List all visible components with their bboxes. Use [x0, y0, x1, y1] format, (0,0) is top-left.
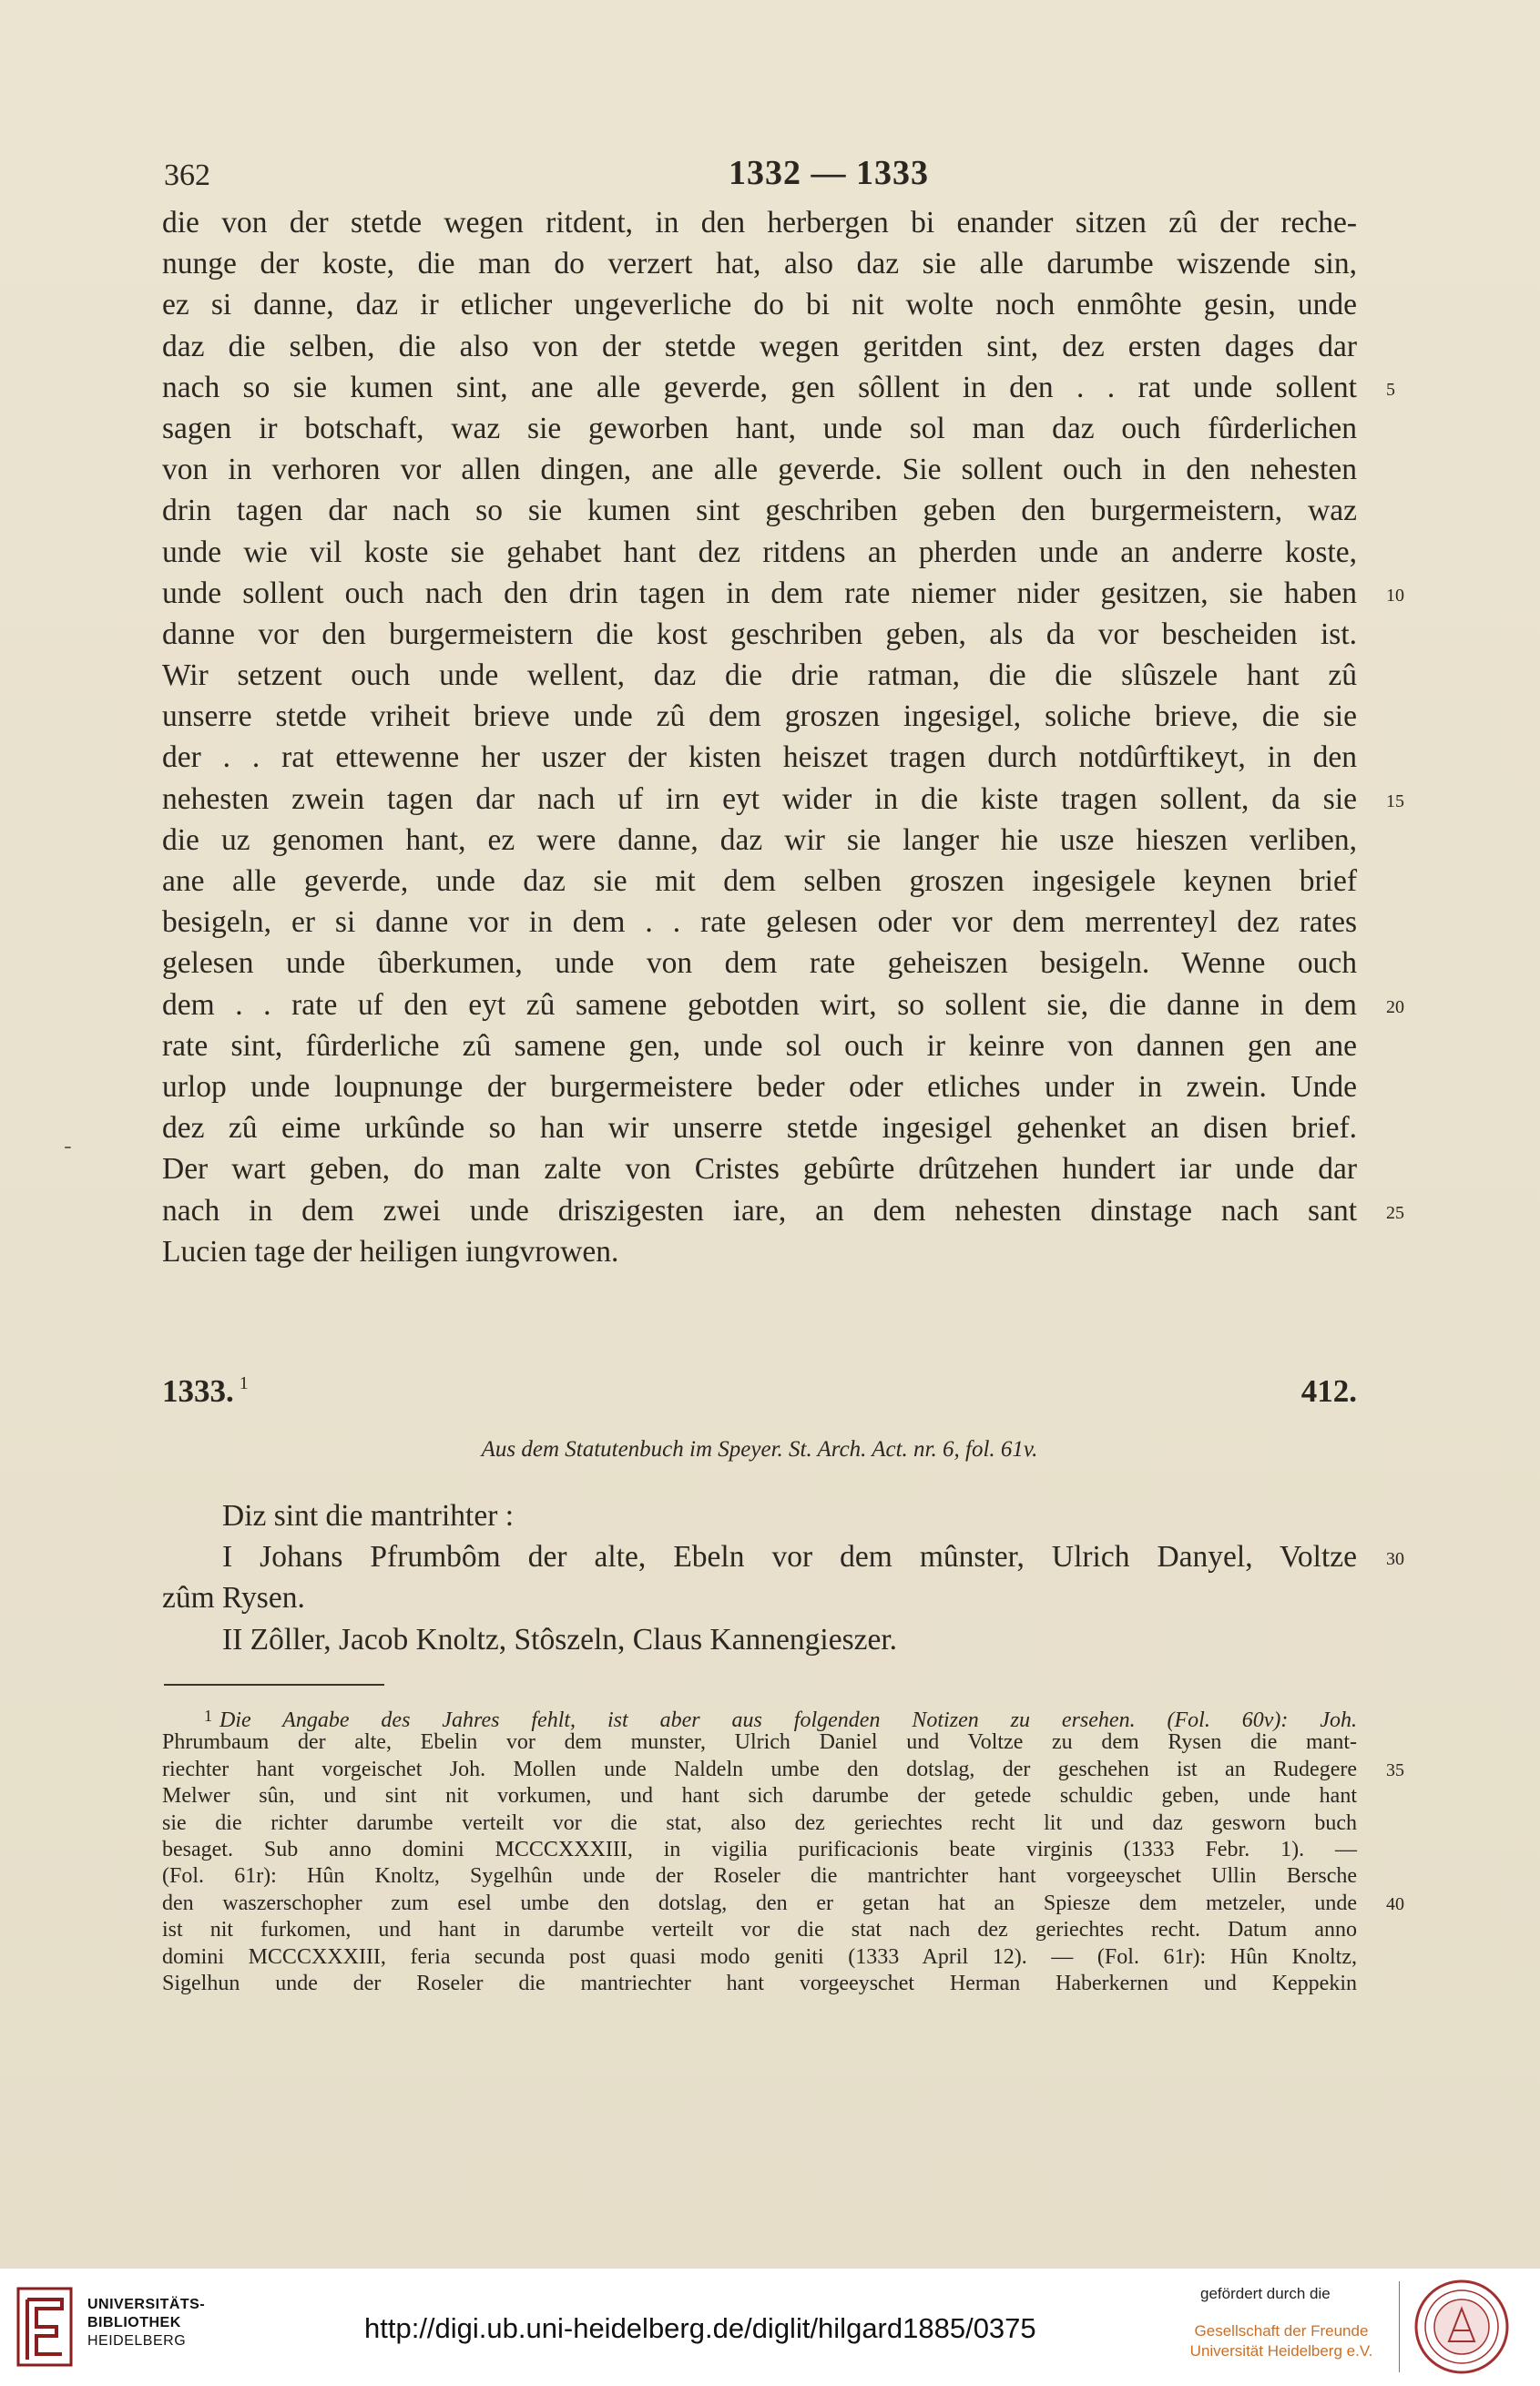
- text-line: Lucien tage der heiligen iungvrowen.: [162, 1234, 619, 1269]
- text-line: von in verhoren vor allen dingen, ane alle geverde. Sie sollent ouch in den nehesten: [162, 453, 1357, 487]
- text-line: unde sollent ouch nach den drin tagen in dem rate niemer nider gesitzen, sie haben: [162, 576, 1357, 610]
- funded-by-label: gefördert durch die: [1200, 2285, 1331, 2302]
- text-line: der . . rat ettewenne her uszer der kisten heiszet tragen durch notdûrftikeyt, in den: [162, 740, 1357, 775]
- text-line: Wir setzent ouch unde wellent, daz die drie ratman, die die slûszele hant zû: [162, 658, 1357, 693]
- text-line: drin tagen dar nach so sie kumen sint geschriben geben den burgermeistern, waz: [162, 494, 1357, 528]
- line-number-20: 20: [1386, 996, 1404, 1017]
- footnote-line: Phrumbaum der alte, Ebelin vor dem munster, Ulrich Daniel und Voltze zu dem Rysen die mant-: [162, 1730, 1357, 1755]
- document-number: 412.: [1300, 1373, 1357, 1409]
- footnote-line: sie die richter darumbe verteilt vor die stat, also dez geriechtes recht lit und daz gesworn buch: [162, 1810, 1357, 1835]
- university-seal-icon[interactable]: [1413, 2278, 1511, 2376]
- line-number-35: 35: [1386, 1759, 1404, 1780]
- footnote-rule: [164, 1684, 384, 1686]
- text-line: daz die selben, die also von der stetde wegen geritden sint, dez ersten dages dar: [162, 329, 1357, 363]
- main-text: [162, 202, 1357, 1272]
- footnote-reference[interactable]: 1: [239, 1373, 249, 1393]
- page-number: 362: [164, 158, 210, 192]
- text-line: ane alle geverde, unde daz sie mit dem selben groszen ingesigele keynen brief: [162, 864, 1357, 898]
- document-line: I Johans Pfrumbôm der alte, Ebeln vor dem mûnster, Ulrich Danyel, Voltze: [222, 1540, 1357, 1575]
- running-title: 1332 — 1333: [729, 154, 929, 192]
- text-line: die uz genomen hant, ez were danne, daz wir sie langer hie usze hieszen verliben,: [162, 822, 1357, 857]
- line-number-5: 5: [1386, 379, 1395, 400]
- footnote-line: riechter hant vorgeischet Joh. Mollen unde Naldeln umbe den dotslag, der geschehen ist an Rudegere: [162, 1757, 1357, 1781]
- text-line: Der wart geben, do man zalte von Cristes gebûrte drûtzehen hundert iar unde dar: [162, 1152, 1357, 1187]
- line-number-10: 10: [1386, 585, 1404, 606]
- document-line: zûm Rysen.: [162, 1581, 305, 1616]
- margin-dash-mark: ‐: [64, 1133, 72, 1160]
- text-line: urlop unde loupnunge der burgermeistere beder oder etliches under in zwein. Unde: [162, 1069, 1357, 1104]
- text-line: dez zû eime urkûnde so han wir unserre stetde ingesigel gehenket an disen brief.: [162, 1111, 1357, 1146]
- source-citation: Aus dem Statutenbuch im Speyer. St. Arch. Act. nr. 6, fol. 61v.: [481, 1437, 1038, 1462]
- text-line: nach in dem zwei unde driszigesten iare, an dem nehesten dinstage nach sant: [162, 1193, 1357, 1228]
- footnote-line: den waszerschopher zum esel umbe den dotslag, den er getan hat an Spiesze dem metzeler, unde: [162, 1891, 1357, 1915]
- line-number-40: 40: [1386, 1893, 1404, 1914]
- text-line: besigeln, er si danne vor in dem . . rate gelesen oder vor dem merrenteyl dez rates: [162, 905, 1357, 940]
- document-year: 1333. $^1$: [162, 1373, 249, 1409]
- document-line: II Zôller, Jacob Knoltz, Stôszeln, Claus Kannengieszer.: [222, 1622, 898, 1657]
- footnote-line: besaget. Sub anno domini MCCCXXXIII, in vigilia purificacionis beate virginis (1333 Febr. 1). —: [162, 1837, 1357, 1861]
- footnote-line: Sigelhun unde der Roseler die mantriechter hant vorgeeyschet Herman Haberkernen und Keppekin: [162, 1971, 1357, 1995]
- footnote-line: ist nit furkomen, und hant in darumbe verteilt vor die stat nach dez geriechtes recht. Datum anno: [162, 1918, 1357, 1942]
- library-name[interactable]: UNIVERSITÄTS- BIBLIOTHEK HEIDELBERG: [87, 2297, 206, 2349]
- text-line: unde wie vil koste sie gehabet hant dez ritdens an pherden unde an anderre koste,: [162, 535, 1357, 569]
- permalink-url[interactable]: http://digi.ub.uni-heidelberg.de/diglit/hilgard1885/0375: [364, 2312, 1036, 2344]
- footnote-line: [162, 1703, 1357, 1732]
- text-line: ez si danne, daz ir etlicher ungeverliche do bi nit wolte noch enmôhte gesin, unde: [162, 288, 1357, 322]
- document-heading: [162, 1373, 1357, 1417]
- society-link[interactable]: Gesellschaft der Freunde Universität Heidelberg e.V.: [1189, 2322, 1373, 2360]
- document-text: [162, 1495, 1357, 1660]
- text-line: rate sint, fûrderliche zû samene gen, unde sol ouch ir keinre von dannen gen ane: [162, 1028, 1357, 1063]
- line-number-30: 30: [1386, 1549, 1404, 1569]
- document-line: Diz sint die mantrihter :: [222, 1499, 515, 1533]
- footnote-line: Melwer sûn, und sint nit vorkumen, und hant sich darumbe der getede schuldic geben, unde hant: [162, 1784, 1357, 1809]
- text-line: nach so sie kumen sint, ane alle geverde, gen sôllent in den . . rat unde sollent: [162, 370, 1357, 404]
- line-number-25: 25: [1386, 1202, 1404, 1223]
- text-line: nehesten zwein tagen dar nach uf irn eyt wider in die kiste tragen sollent, da sie: [162, 781, 1357, 816]
- footnote-mark: 1: [204, 1707, 212, 1725]
- footer-divider: [1399, 2281, 1400, 2372]
- text-line: unserre stetde vriheit brieve unde zû dem groszen ingesigel, soliche brieve, die sie: [162, 699, 1357, 734]
- ub-heidelberg-logo-icon[interactable]: [16, 2287, 73, 2367]
- text-line: dem . . rate uf den eyt zû samene gebotden wirt, so sollent sie, die danne in dem: [162, 987, 1357, 1022]
- text-line: die von der stetde wegen ritdent, in den herbergen bi enander sitzen zû der reche-: [162, 206, 1357, 240]
- text-line: danne vor den burgermeistern die kost geschriben geben, als da vor bescheiden ist.: [162, 617, 1357, 651]
- page-header: [164, 153, 1357, 199]
- text-line: sagen ir botschaft, waz sie geworben hant, unde sol man daz ouch fûrderlichen: [162, 411, 1357, 445]
- viewer-footer: [0, 2268, 1540, 2386]
- footnote-line: (Fol. 61r): Hûn Knoltz, Sygelhûn unde der Roseler die mantrichter hant vorgeeyschet Ullin Bersche: [162, 1864, 1357, 1889]
- line-number-15: 15: [1386, 790, 1404, 811]
- footnote-line: domini MCCCXXXIII, feria secunda post quasi modo geniti (1333 April 12). — (Fol. 61r): Hûn Knoltz,: [162, 1944, 1357, 1969]
- footnote-text: Die Angabe des Jahres fehlt, ist aber aus folgenden Notizen zu ersehen. (Fol. 60v): Joh.: [219, 1708, 1357, 1732]
- footnote-block: [162, 1703, 1357, 1997]
- text-line: nunge der koste, die man do verzert hat, also daz sie alle darumbe wiszende sin,: [162, 247, 1357, 281]
- text-line: gelesen unde ûberkumen, unde von dem rate geheiszen besigeln. Wenne ouch: [162, 946, 1357, 981]
